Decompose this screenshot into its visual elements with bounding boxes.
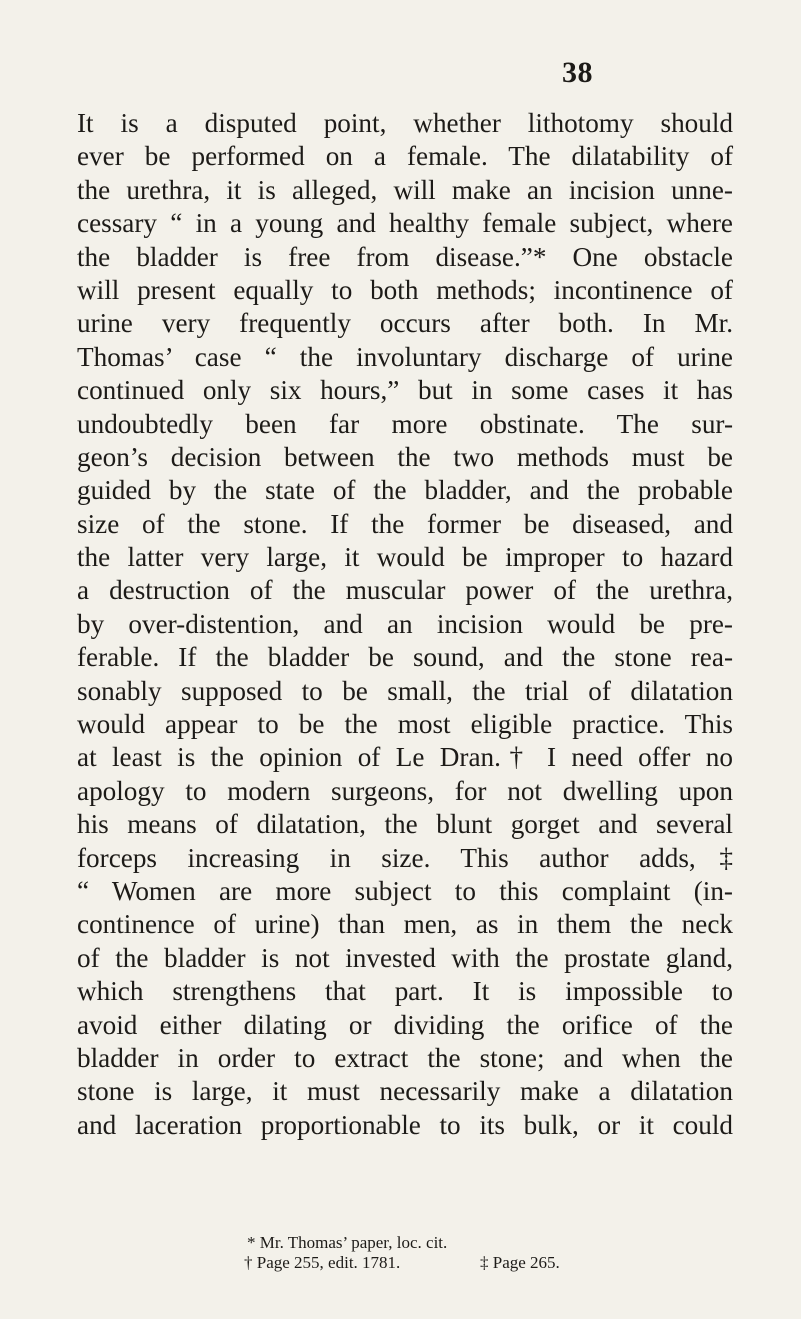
body-line: cessary “ in a young and healthy female subject, where [77,208,733,239]
body-line: would appear to be the most eligible practice. This [77,709,733,740]
body-line: stone is large, it must necessarily make a dilatation [77,1076,733,1107]
footnote-row [244,1253,674,1273]
body-line: which strengthens that part. It is impossible to [77,976,733,1007]
body-line: urine very frequently occurs after both. In Mr. [77,308,733,339]
body-text [77,107,733,1142]
footnote-dagger: † Page 255, edit. 1781. [244,1253,401,1272]
footnote-star: * Mr. Thomas’ paper, loc. cit. [247,1233,448,1252]
body-line: It is a disputed point, whether lithotomy should [77,108,733,138]
footnote-double-dagger: ‡ Page 265. [480,1253,560,1272]
body-line: guided by the state of the bladder, and the probable [77,475,733,506]
body-line: and laceration proportionable to its bulk, or it could [77,1109,733,1140]
body-line: undoubtedly been far more obstinate. The sur- [77,408,733,439]
body-line: continued only six hours,” but in some cases it has [77,375,733,406]
page-number: 38 [562,56,593,89]
body-line: apology to modern surgeons, for not dwelling upon [77,775,733,806]
body-line: forceps increasing in size. This author adds,‡ [77,842,733,873]
body-line: ferable. If the bladder be sound, and the stone rea- [77,642,733,673]
body-line: size of the stone. If the former be diseased, and [77,508,733,539]
body-line: the latter very large, it would be improper to hazard [77,542,733,573]
body-line: of the bladder is not invested with the prostate gland, [77,942,733,973]
body-line: bladder in order to extract the stone; and when the [77,1042,733,1073]
body-line: the urethra, it is alleged, will make an incision unne- [77,174,733,205]
body-line: a destruction of the muscular power of the urethra, [77,575,733,606]
body-line: his means of dilatation, the blunt gorget and several [77,809,733,840]
body-line: at least is the opinion of Le Dran.† I need offer no [77,742,733,773]
body-line: Thomas’ case “ the involuntary discharge of urine [77,341,733,372]
body-line: ever be performed on a female. The dilatability of [77,141,733,172]
body-line: “ Women are more subject to this complaint (in- [77,875,733,906]
body-line: will present equally to both methods; incontinence of [77,274,733,305]
footnotes [244,1233,674,1273]
body-line: by over-distention, and an incision would be pre- [77,608,733,639]
body-line: the bladder is free from disease.”* One obstacle [77,241,733,272]
body-line: geon’s decision between the two methods must be [77,441,733,472]
body-line: continence of urine) than men, as in them the neck [77,909,733,940]
body-line: sonably supposed to be small, the trial of dilatation [77,675,733,706]
body-line: avoid either dilating or dividing the orifice of the [77,1009,733,1040]
